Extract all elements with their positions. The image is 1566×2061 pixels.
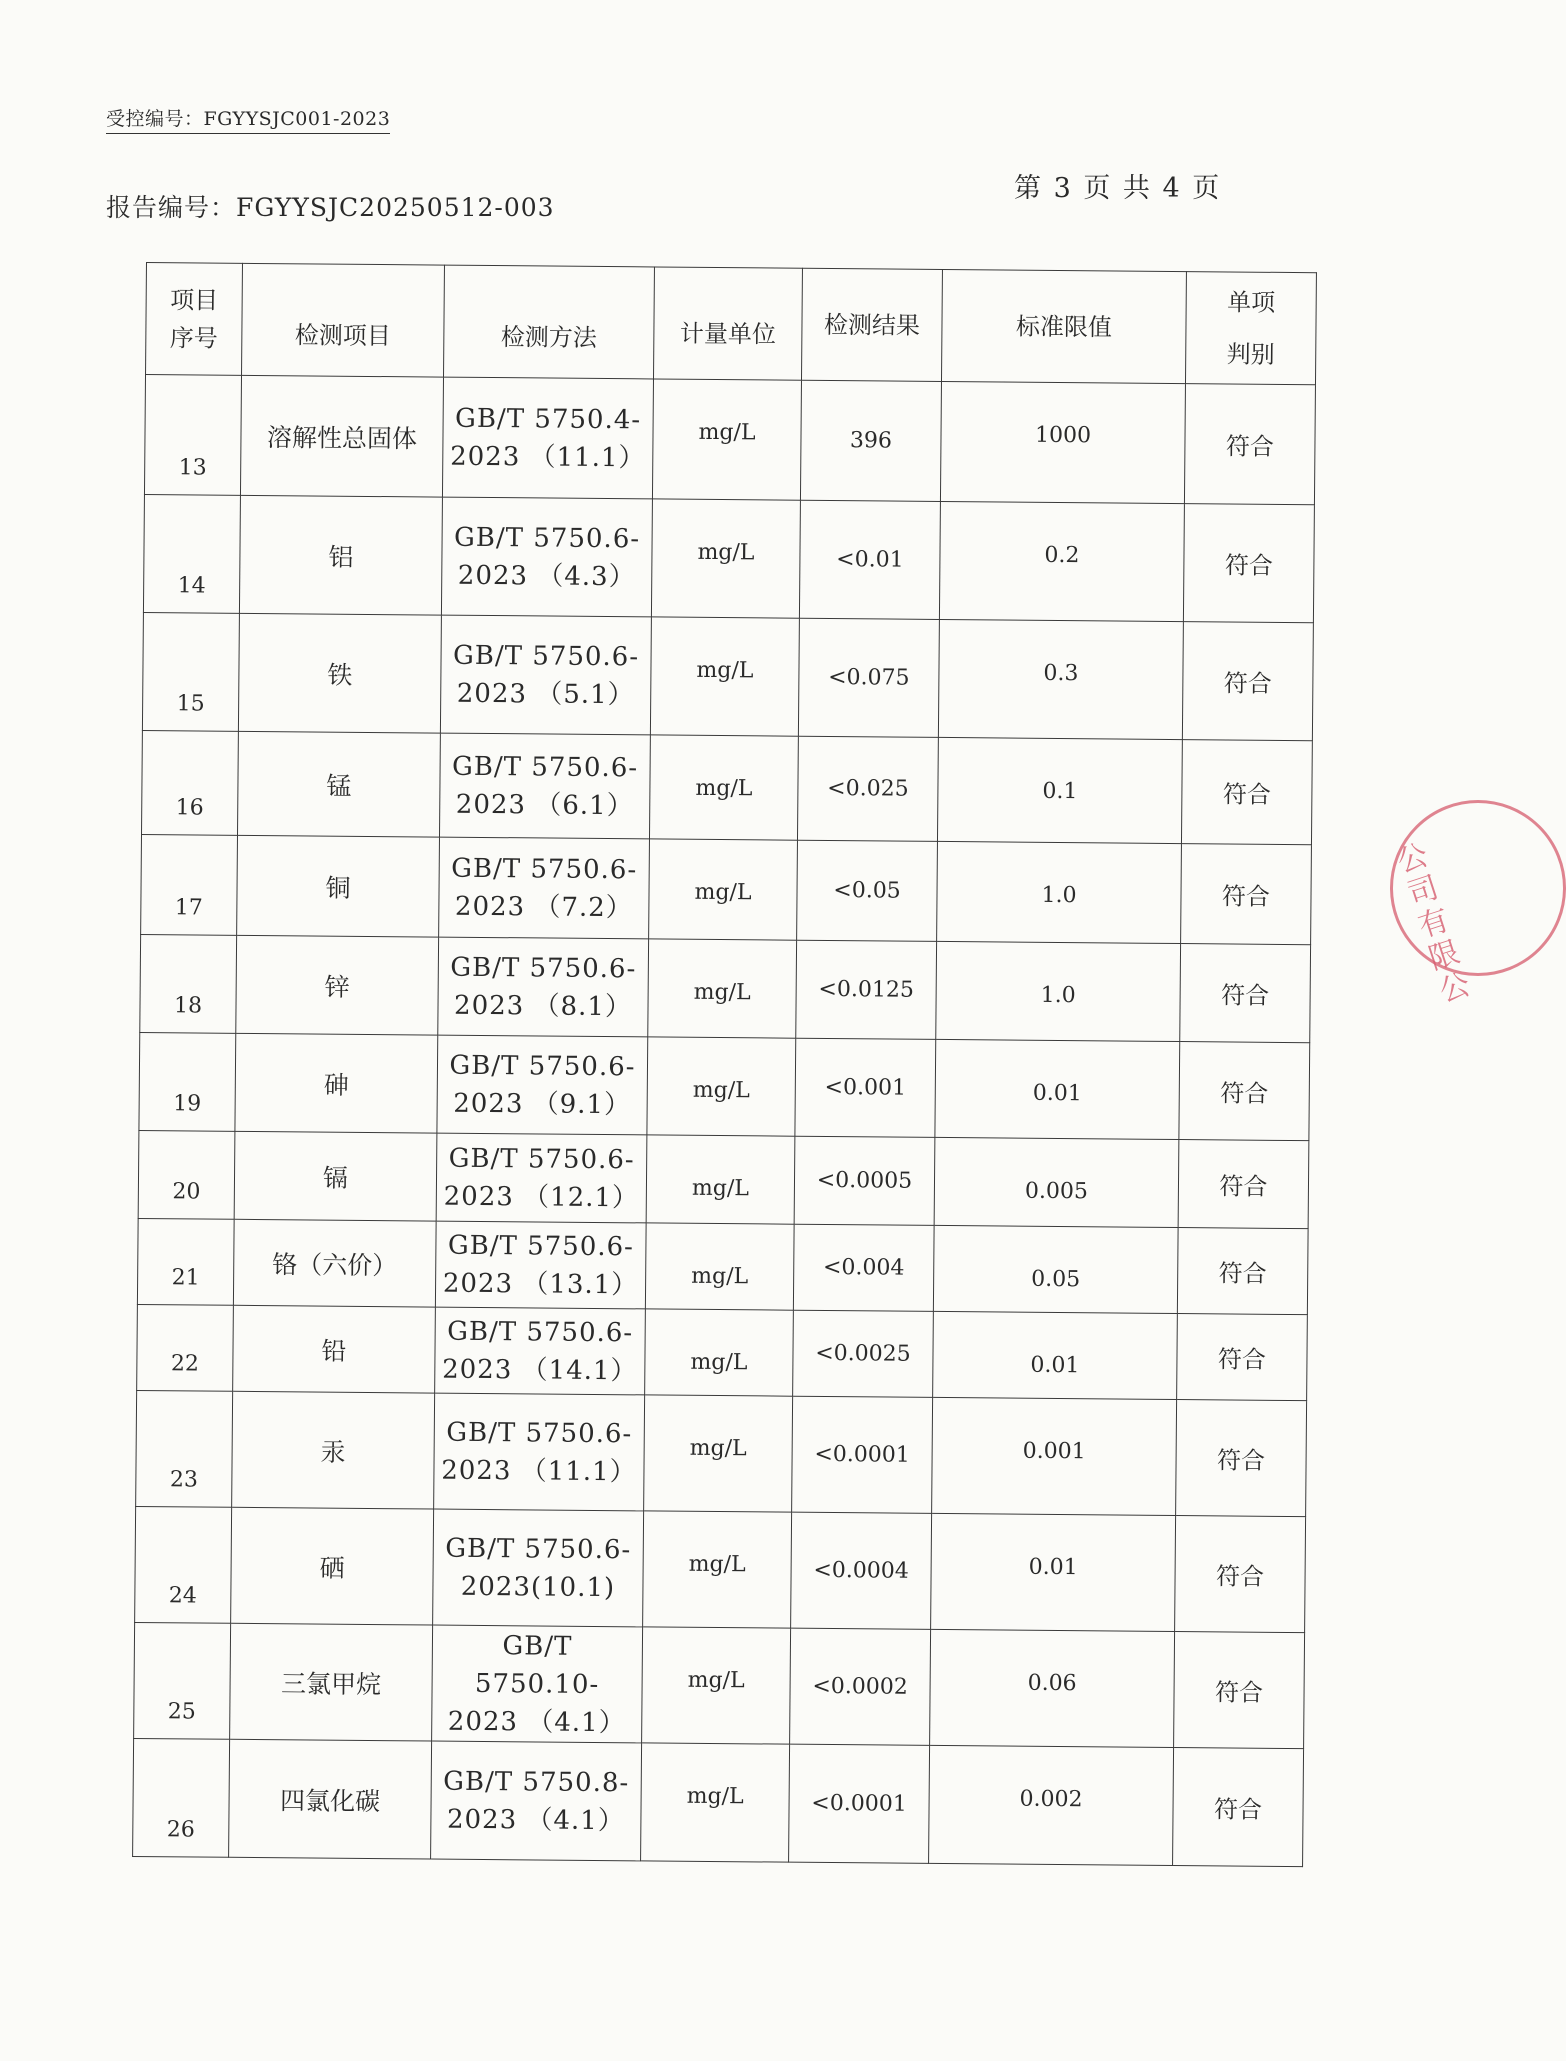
method-line-2: 2023 （9.1） [453,1088,632,1120]
table-row [142,612,1313,740]
cell-item: 铜 [237,835,440,937]
cell-item: 铅 [233,1305,436,1393]
method-line-2: 2023 （4.1） [446,1804,625,1836]
cell-limit: 0.01 [931,1513,1176,1631]
cell-limit: 1.0 [937,841,1182,943]
header-limit: 标准限值 [941,269,1186,383]
cell-limit: 0.002 [929,1745,1174,1865]
cell-limit: 0.1 [937,737,1182,843]
cell-limit: 0.3 [938,619,1183,739]
cell-judge: 符合 [1175,1516,1306,1633]
cell-result: <0.0001 [792,1396,933,1513]
cell-unit: mg/L [647,1037,796,1136]
cell-method [442,377,653,499]
cell-unit: mg/L [646,1135,795,1224]
header-result: 检测结果 [801,268,942,381]
cell-limit: 0.005 [934,1137,1179,1227]
method-line-2: 2023 （13.1） [442,1268,639,1300]
cell-method [440,615,651,735]
header-item: 检测项目 [242,263,445,377]
cell-seq: 13 [144,375,241,496]
table-row [135,1506,1306,1632]
table-row [143,494,1314,622]
method-line-1: GB/T 5750.6- [447,1316,634,1348]
table-row [139,1032,1310,1140]
cell-result: <0.0002 [790,1628,931,1745]
method-line-1: GB/T 5750.6- [453,522,641,554]
cell-item: 锰 [238,731,441,837]
method-line-2: 2023 （5.1） [456,678,635,710]
cell-unit: mg/L [652,379,801,500]
cell-judge: 符合 [1183,504,1314,623]
table-row [137,1218,1308,1314]
page-indicator: 第 3 页 共 4 页 [1014,173,1222,204]
cell-item: 锌 [236,935,439,1035]
cell-result: <0.0125 [796,940,937,1039]
cell-result: <0.01 [799,500,940,619]
method-line-1: GB/T 5750.6- [449,1050,636,1082]
header-method: 检测方法 [444,265,655,379]
method-line-1: GB/T 5750.6- [451,751,639,783]
cell-limit: 0.01 [933,1311,1178,1399]
method-line-2: 2023 （8.1） [453,990,633,1022]
cell-judge: 符合 [1184,384,1315,505]
cell-method [441,497,652,617]
cell-unit: mg/L [643,1511,792,1628]
cell-judge: 符合 [1181,844,1312,945]
cell-unit: mg/L [649,839,798,940]
cell-item: 溶解性总固体 [240,375,443,497]
company-seal-text: 公司有限公 [1387,838,1474,1012]
cell-seq: 25 [134,1622,231,1739]
cell-seq: 19 [139,1032,236,1131]
method-line-2: 2023 （11.1） [450,441,646,473]
cell-limit: 0.01 [935,1039,1180,1139]
cell-seq: 18 [140,934,237,1033]
method-line-2: 2023 （14.1） [442,1354,638,1386]
cell-method [437,1035,648,1135]
cell-item: 四氯化碳 [229,1739,432,1859]
cell-unit: mg/L [651,499,800,618]
header-judge: 单项 判别 [1185,272,1316,385]
method-line-2: 2023 （4.3） [457,560,636,592]
method-line-2: 2023 （11.1） [441,1455,637,1487]
method-line-1: GB/T 5750.6- [447,1230,635,1262]
cell-method [439,733,650,839]
cell-item: 镉 [234,1131,437,1221]
cell-result: <0.0025 [793,1310,934,1397]
method-line-1: GB/T 5750.6- [452,640,640,672]
results-table-container [132,262,1317,1867]
cell-judge: 符合 [1178,1140,1309,1229]
cell-result: <0.004 [793,1224,934,1311]
method-line-2: 2023(10.1) [460,1571,616,1603]
results-table [132,262,1317,1867]
cell-seq: 21 [137,1218,234,1305]
table-row [137,1304,1308,1400]
cell-seq: 24 [135,1506,232,1623]
cell-result: 396 [800,380,941,501]
table-row [140,934,1311,1042]
cell-method [434,1393,645,1511]
cell-seq: 22 [137,1304,234,1391]
cell-unit: mg/L [648,939,797,1038]
method-line-1: GB/T 5750.6- [451,853,638,885]
cell-limit: 0.06 [930,1629,1175,1747]
cell-unit: mg/L [645,1309,794,1396]
cell-item: 汞 [232,1391,435,1509]
method-line-1: GB/T 5750.10- [474,1630,600,1700]
method-line-1: GB/T 5750.4- [455,403,642,435]
cell-item: 铁 [238,613,441,733]
cell-result: <0.001 [795,1038,936,1137]
header-unit: 计量单位 [653,267,802,380]
cell-result: <0.0005 [794,1136,935,1225]
cell-judge: 符合 [1174,1632,1305,1749]
cell-result: <0.05 [797,840,938,941]
cell-method [431,1741,642,1861]
cell-item: 铝 [239,495,442,615]
cell-method [432,1625,643,1743]
cell-limit: 1.0 [936,941,1181,1041]
cell-seq: 16 [142,730,239,835]
table-row [136,1390,1307,1516]
cell-judge: 符合 [1181,740,1312,845]
cell-unit: mg/L [644,1395,793,1512]
cell-item: 铬（六价） [233,1219,436,1307]
cell-method [435,1307,646,1395]
method-line-2: 2023 （6.1） [455,789,634,821]
table-header-row [146,263,1317,385]
cell-judge: 符合 [1177,1314,1308,1401]
method-line-2: 2023 （7.2） [454,891,633,923]
cell-item: 三氯甲烷 [230,1623,433,1741]
cell-limit: 0.001 [932,1397,1177,1515]
method-line-2: 2023 （4.1） [447,1706,626,1738]
table-row [134,1622,1305,1748]
cell-judge: 符合 [1177,1228,1308,1315]
cell-result: <0.075 [798,618,939,737]
cell-seq: 17 [141,834,238,935]
cell-method [438,937,649,1037]
table-row [141,834,1312,944]
cell-seq: 20 [138,1130,235,1219]
cell-unit: mg/L [642,1627,791,1744]
cell-item: 砷 [235,1033,438,1133]
method-line-1: GB/T 5750.6- [448,1143,635,1175]
cell-judge: 符合 [1179,1042,1310,1141]
cell-seq: 26 [133,1738,230,1857]
cell-seq: 23 [136,1390,233,1507]
cell-judge: 符合 [1173,1748,1304,1867]
cell-seq: 14 [143,494,240,613]
cell-unit: mg/L [650,617,799,736]
header-seq: 项目 序号 [146,263,243,376]
cell-judge: 符合 [1176,1400,1307,1517]
cell-method [433,1509,644,1627]
table-row [142,730,1313,844]
table-row [138,1130,1309,1228]
table-row [133,1738,1304,1866]
cell-limit: 1000 [940,381,1185,503]
method-line-1: GB/T 5750.8- [443,1766,630,1798]
control-number: 受控编号：FGYYSJC001-2023 [106,104,390,134]
cell-judge: 符合 [1182,622,1313,741]
cell-method [436,1133,647,1223]
method-line-1: GB/T 5750.6- [445,1533,632,1565]
cell-method [435,1221,646,1309]
cell-result: <0.0004 [791,1512,932,1629]
cell-item: 硒 [231,1507,434,1625]
cell-method [439,837,650,939]
cell-unit: mg/L [649,735,798,840]
cell-unit: mg/L [641,1743,790,1862]
cell-result: <0.025 [797,736,938,841]
method-line-1: GB/T 5750.6- [446,1417,633,1449]
report-number: 报告编号：FGYYSJC20250512-003 [106,193,555,222]
cell-judge: 符合 [1180,944,1311,1043]
cell-seq: 15 [142,612,239,731]
method-line-2: 2023 （12.1） [443,1181,640,1213]
cell-limit: 0.05 [933,1225,1178,1313]
cell-result: <0.0001 [789,1744,930,1863]
method-line-1: GB/T 5750.6- [450,952,637,984]
table-body [133,375,1316,1867]
cell-limit: 0.2 [939,501,1184,621]
table-row [144,375,1315,505]
cell-unit: mg/L [645,1223,794,1310]
